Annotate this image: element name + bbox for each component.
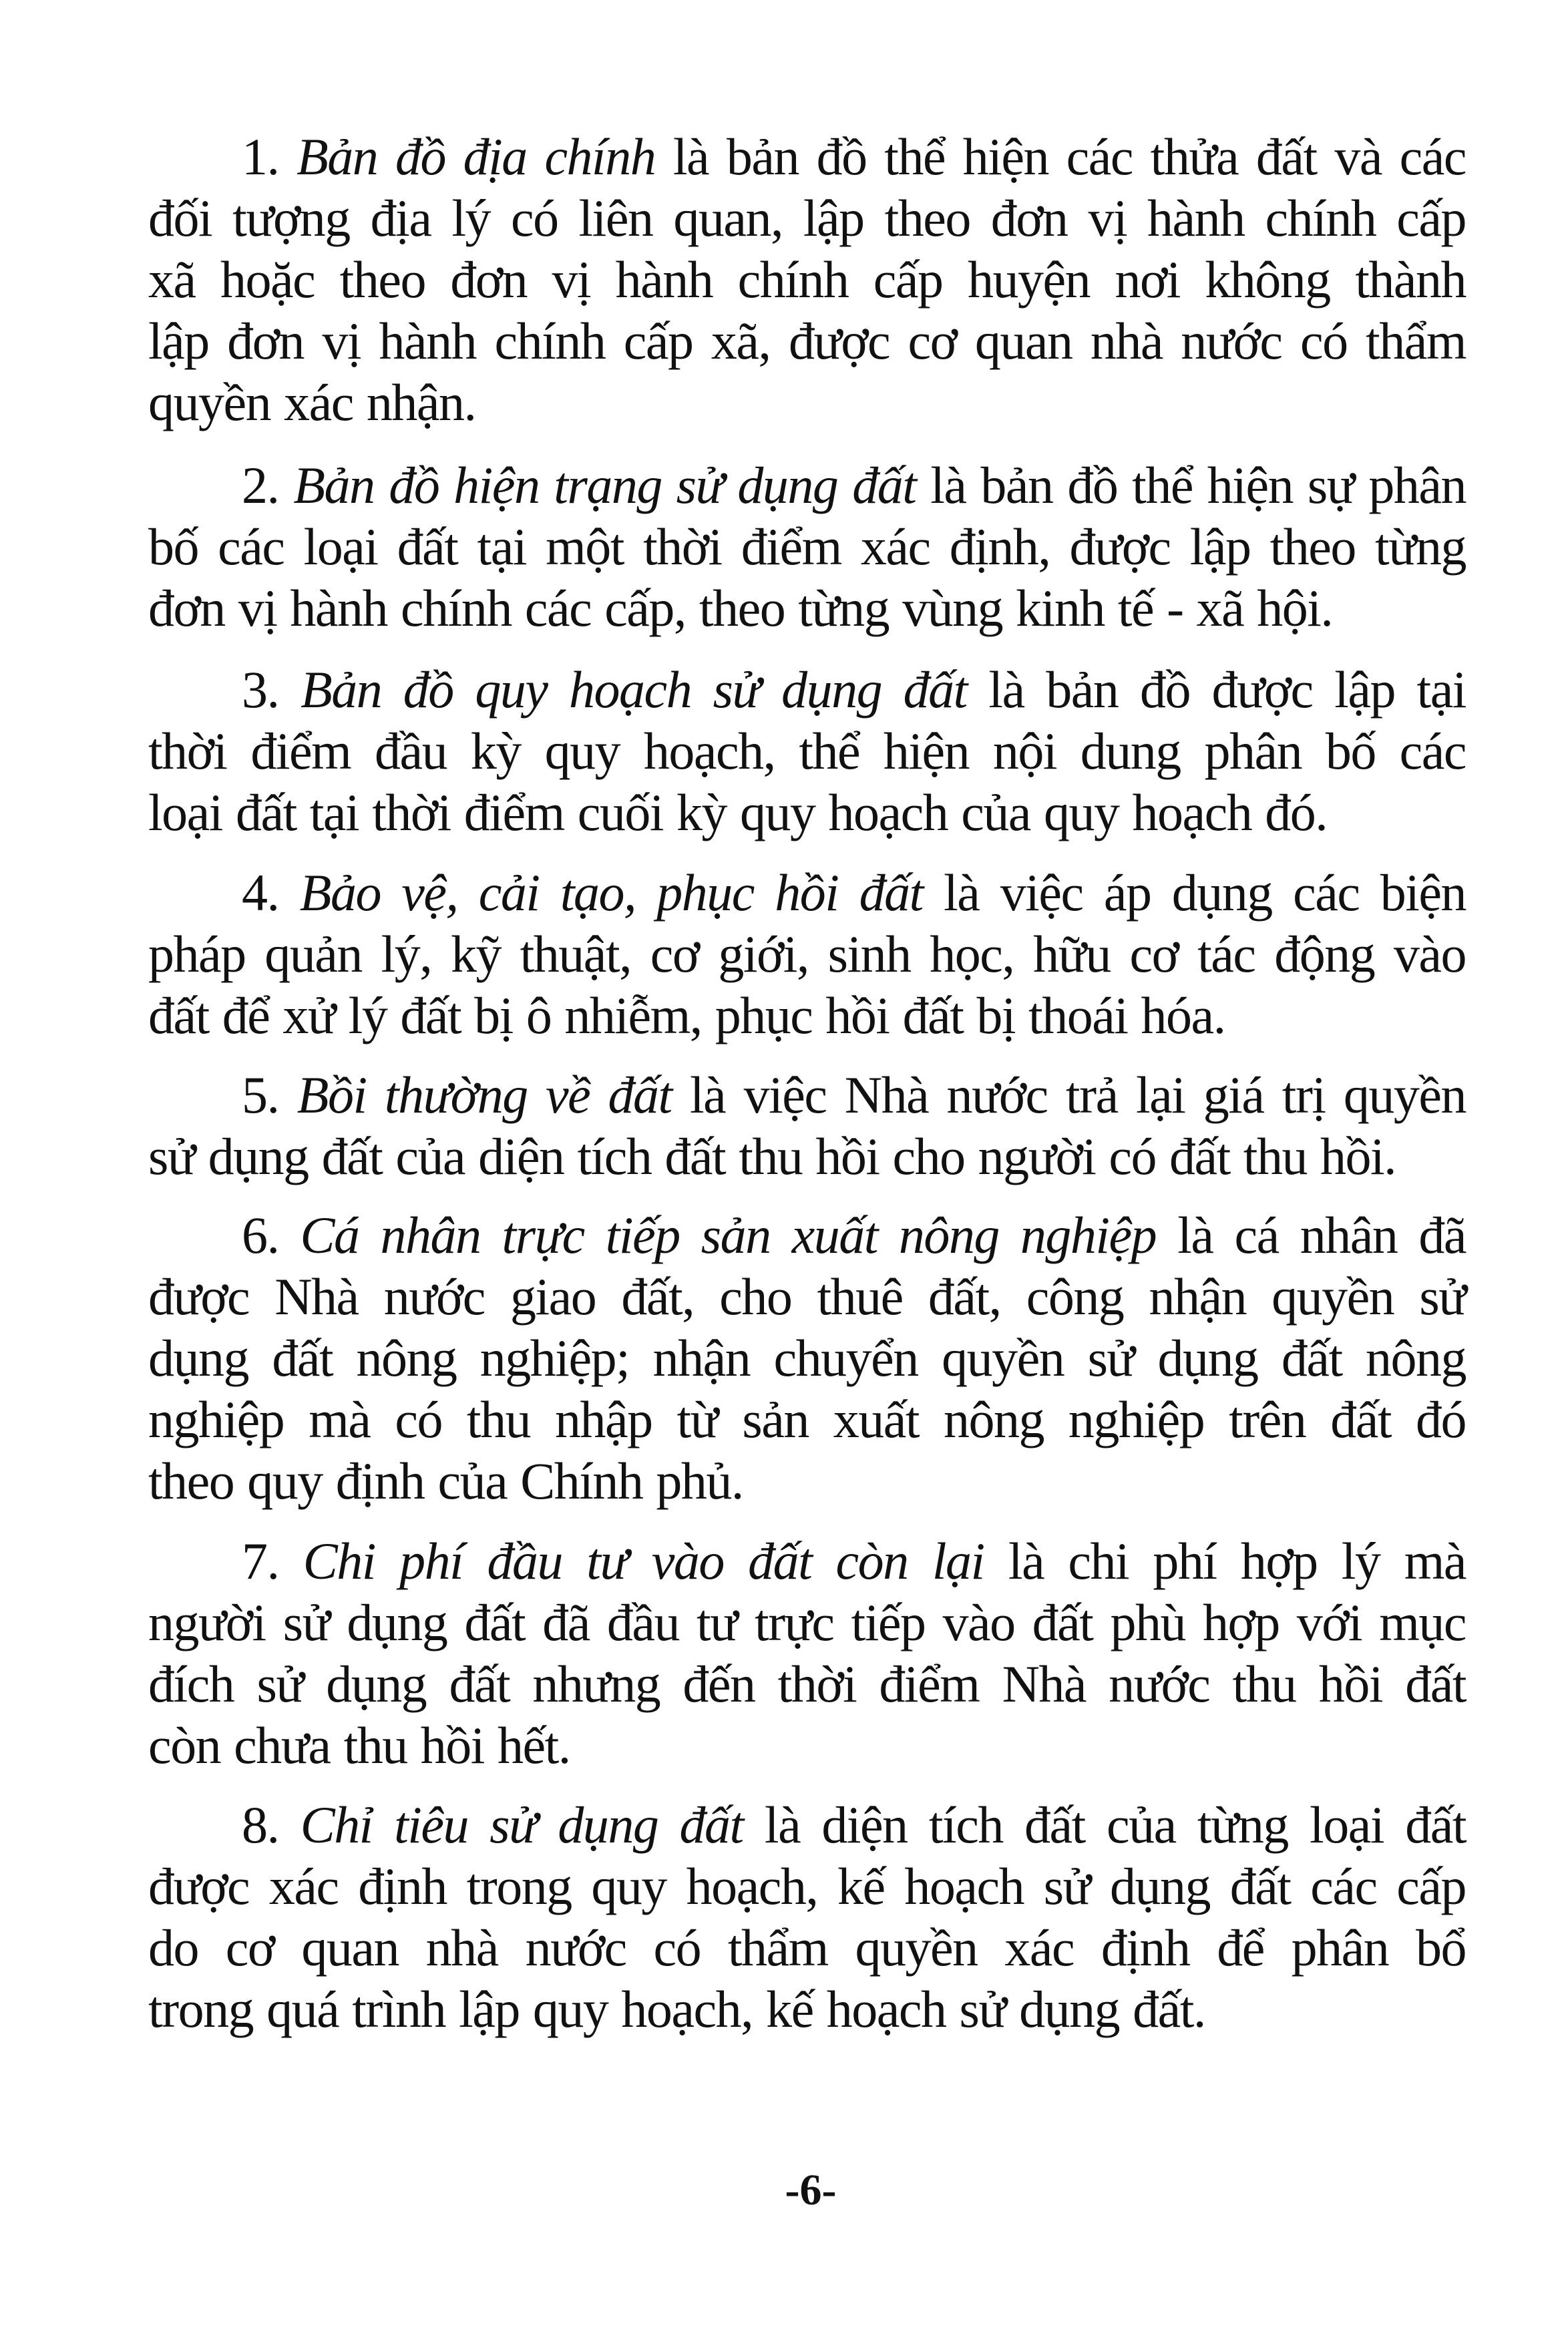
definition-text: lập đơn vị hành chính cấp xã, được cơ quan nhà nước có thẩm xyxy=(148,312,1466,370)
paragraph-line xyxy=(148,1389,1466,1450)
paragraph-line xyxy=(148,1266,1466,1328)
definition-text: loại đất tại thời điểm cuối kỳ quy hoạch của quy hoạch đó. xyxy=(148,783,1328,841)
definition-text: là cá nhân đã xyxy=(1156,1206,1466,1264)
defined-term: Cá nhân trực tiếp sản xuất nông nghiệp xyxy=(300,1206,1157,1264)
definition-text: là việc áp dụng các biện xyxy=(922,863,1466,922)
definition-text: là diện tích đất của từng loại đất xyxy=(743,1796,1466,1854)
paragraph-first-line xyxy=(148,1794,1466,1856)
paragraph-line xyxy=(148,1126,1466,1187)
definition-text: thời điểm đầu kỳ quy hoạch, thể hiện nội dung phân bố các xyxy=(148,722,1466,780)
definition-text: được Nhà nước giao đất, cho thuê đất, công nhận quyền sử xyxy=(148,1268,1466,1326)
paragraph-line xyxy=(148,1653,1466,1715)
defined-term: Chi phí đầu tư vào đất còn lại xyxy=(303,1532,984,1590)
paragraph-line xyxy=(148,1450,1466,1512)
definition-text: trong quá trình lập quy hoạch, kế hoạch sử dụng đất. xyxy=(148,1980,1205,2038)
paragraph-line xyxy=(148,578,1466,639)
defined-term: Bồi thường về đất xyxy=(297,1066,672,1124)
definition-text: là bản đồ thể hiện sự phân xyxy=(916,456,1466,514)
paragraph-first-line xyxy=(148,1205,1466,1266)
item-number: 6. xyxy=(242,1206,301,1264)
definition-text: đối tượng địa lý có liên quan, lập theo đơn vị hành chính cấp xyxy=(148,189,1466,247)
item-number: 1. xyxy=(242,128,297,186)
paragraph-line xyxy=(148,1917,1466,1979)
paragraph-line xyxy=(148,311,1466,372)
definition-text: đơn vị hành chính các cấp, theo từng vùng kinh tế - xã hội. xyxy=(148,579,1333,637)
defined-term: Bản đồ quy hoạch sử dụng đất xyxy=(301,660,967,719)
item-number: 8. xyxy=(242,1796,301,1854)
paragraph-line xyxy=(148,782,1466,843)
paragraph-first-line xyxy=(148,1531,1466,1592)
definition-text: là việc Nhà nước trả lại giá trị quyền xyxy=(671,1066,1466,1124)
paragraph-line xyxy=(148,1592,1466,1653)
paragraph-first-line xyxy=(148,126,1466,188)
paragraph-line xyxy=(148,924,1466,985)
definition-text: là bản đồ được lập tại xyxy=(966,660,1466,719)
definition-text: là bản đồ thể hiện các thửa đất và các xyxy=(655,128,1466,186)
paragraph-line xyxy=(148,1328,1466,1389)
paragraph-line xyxy=(148,1979,1466,2040)
definition-text: pháp quản lý, kỹ thuật, cơ giới, sinh học, hữu cơ tác động vào xyxy=(148,925,1466,983)
definition-text: là chi phí hợp lý mà xyxy=(984,1532,1466,1590)
definition-text: dụng đất nông nghiệp; nhận chuyển quyền sử dụng đất nông xyxy=(148,1329,1466,1387)
paragraph-line xyxy=(148,516,1466,578)
item-number: 4. xyxy=(242,863,300,922)
defined-term: Bảo vệ, cải tạo, phục hồi đất xyxy=(299,863,923,922)
paragraph-first-line xyxy=(148,455,1466,516)
item-number: 2. xyxy=(242,456,294,514)
paragraph-line xyxy=(148,249,1466,311)
definition-text: xã hoặc theo đơn vị hành chính cấp huyện nơi không thành xyxy=(148,250,1466,309)
paragraph-line xyxy=(148,1856,1466,1917)
definition-text: còn chưa thu hồi hết. xyxy=(148,1716,570,1774)
definition-text: được xác định trong quy hoạch, kế hoạch sử dụng đất các cấp xyxy=(148,1857,1466,1915)
definition-text: do cơ quan nhà nước có thẩm quyền xác định để phân bổ xyxy=(148,1919,1466,1977)
paragraph-line xyxy=(148,188,1466,249)
definition-text: đất để xử lý đất bị ô nhiễm, phục hồi đất bị thoái hóa. xyxy=(148,986,1225,1044)
defined-term: Bản đồ hiện trạng sử dụng đất xyxy=(293,456,916,514)
paragraph-first-line xyxy=(148,659,1466,721)
paragraph-first-line xyxy=(148,862,1466,924)
defined-term: Chỉ tiêu sử dụng đất xyxy=(300,1796,743,1854)
item-number: 7. xyxy=(242,1532,303,1590)
paragraph-line xyxy=(148,721,1466,782)
definition-text: theo quy định của Chính phủ. xyxy=(148,1452,743,1510)
definition-text: nghiệp mà có thu nhập từ sản xuất nông nghiệp trên đất đó xyxy=(148,1390,1466,1448)
paragraph-line xyxy=(148,1715,1466,1776)
item-number: 5. xyxy=(242,1066,297,1124)
definition-text: bố các loại đất tại một thời điểm xác định, được lập theo từng xyxy=(148,518,1466,576)
definition-text: người sử dụng đất đã đầu tư trực tiếp vào đất phù hợp với mục xyxy=(148,1593,1466,1651)
paragraph-first-line xyxy=(148,1064,1466,1126)
definition-text: sử dụng đất của diện tích đất thu hồi cho người có đất thu hồi. xyxy=(148,1127,1396,1185)
paragraph-line xyxy=(148,372,1466,433)
defined-term: Bản đồ địa chính xyxy=(297,128,656,186)
item-number: 3. xyxy=(242,660,301,719)
paragraph-line xyxy=(148,985,1466,1046)
definition-text: quyền xác nhận. xyxy=(148,373,476,431)
page-number: -6- xyxy=(785,2166,837,2214)
definition-text: đích sử dụng đất nhưng đến thời điểm Nhà nước thu hồi đất xyxy=(148,1655,1466,1713)
